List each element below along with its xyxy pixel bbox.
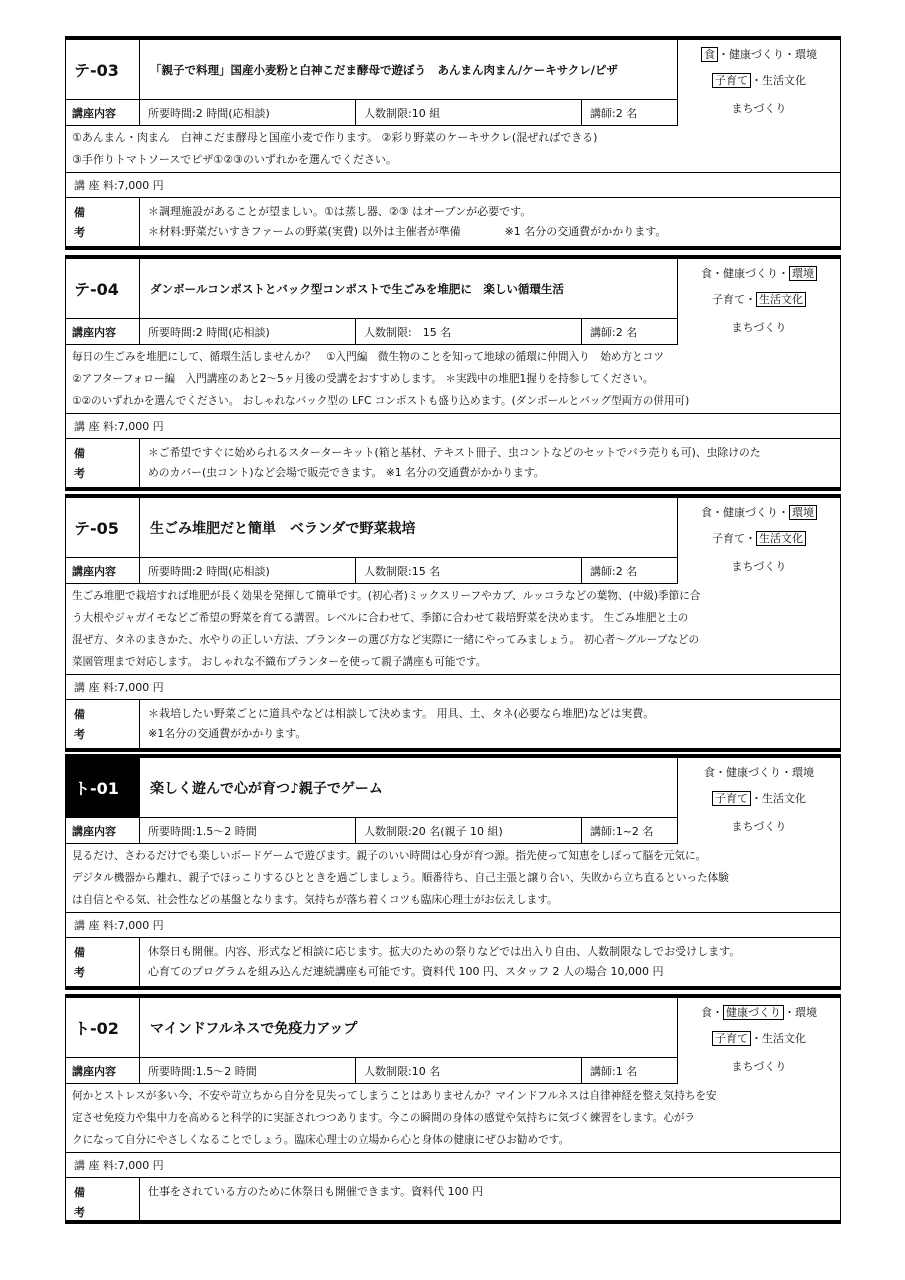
course-time: 所要時間:2 時間(応相談) bbox=[140, 558, 356, 583]
category-box bbox=[678, 40, 840, 126]
desc-line: は自信とやる気、社会性などの基盤となります。気持ちが落ち着くコツも臨床心理士がお伝えします。 bbox=[72, 894, 558, 906]
content-label: 講座内容 bbox=[66, 1058, 140, 1083]
category-culture: 生活文化 bbox=[756, 531, 806, 546]
category-culture: 生活文化 bbox=[756, 292, 806, 307]
course-notes bbox=[66, 700, 840, 748]
content-label: 講座内容 bbox=[66, 558, 140, 583]
category-childcare: 子育て bbox=[712, 73, 751, 88]
category-culture: 生活文化 bbox=[762, 792, 806, 805]
course-code: ト-01 bbox=[66, 758, 140, 817]
course-te-03 bbox=[65, 36, 841, 250]
note-label: 備 考 bbox=[66, 1178, 140, 1220]
course-limit: 人数制限: 15 名 bbox=[356, 319, 582, 344]
category-environment: 環境 bbox=[795, 1006, 817, 1019]
category-childcare: 子育て bbox=[712, 532, 745, 545]
category-box bbox=[678, 758, 840, 844]
desc-line: デジタル機器から離れ、親子でほっこりするひとときを過ごしましょう。順番待ち、自己主張と譲り合い、失敗から立ち直るといった体験 bbox=[72, 872, 729, 884]
category-town: まちづくり bbox=[731, 820, 787, 833]
category-separator: ・ bbox=[745, 293, 756, 306]
category-food: 食 bbox=[704, 766, 715, 779]
course-fee: 講 座 料:7,000 円 bbox=[66, 414, 840, 439]
course-to-01 bbox=[65, 754, 841, 990]
course-lecturer: 講師:1 名 bbox=[582, 1058, 678, 1083]
course-code: テ-05 bbox=[66, 498, 140, 557]
desc-line: 菜園管理まで対応します。 おしゃれな不織布プランターを使って親子講座も可能です。 bbox=[72, 656, 487, 668]
course-time: 所要時間:1.5～2 時間 bbox=[140, 1058, 356, 1083]
desc-line: 定させ免疫力や集中力を高めると科学的に実証されつつあります。今この瞬間の身体の感覚や気持ちに気づく練習をします。心がラ bbox=[72, 1112, 696, 1124]
category-box: 食・ 健康づくり ・環境 子育て ・生活文化 まちづくり bbox=[678, 998, 840, 1084]
course-lecturer: 講師:1~2 名 bbox=[582, 818, 678, 843]
note-line: めのカバー(虫コント)など会場で販売できます。 ※1 名分の交通費がかかります。 bbox=[148, 466, 545, 479]
content-label: 講座内容 bbox=[66, 818, 140, 843]
category-health: 健康づくり bbox=[723, 1005, 784, 1020]
course-fee: 講 座 料:7,000 円 bbox=[66, 173, 840, 198]
note-label: 備 考 bbox=[66, 938, 140, 986]
desc-line: 見るだけ、さわるだけでも楽しいボードゲームで遊びます。親子のいい時間は心身が育つ源。指先使って知恵をしぼって脳を元気に。 bbox=[72, 850, 707, 862]
course-code: テ-03 bbox=[66, 40, 140, 99]
note-line: ＊栽培したい野菜ごとに道具やなどは相談して決めます。 用具、土、タネ(必要なら堆肥)などは実費。 bbox=[148, 707, 655, 720]
course-description bbox=[66, 1084, 840, 1153]
course-fee: 講 座 料:7,000 円 bbox=[66, 675, 840, 700]
course-time: 所要時間:1.5～2 時間 bbox=[140, 818, 356, 843]
note-line: ＊調理施設があることが望ましい。①は蒸し器、②③ はオーブンが必要です。 bbox=[148, 205, 532, 218]
category-food: 食 bbox=[701, 1006, 712, 1019]
category-town: まちづくり bbox=[731, 560, 787, 573]
category-environment: 環境 bbox=[789, 266, 817, 281]
course-fee: 講 座 料:7,000 円 bbox=[66, 1153, 840, 1178]
desc-line: 生ごみ堆肥で栽培すれば堆肥が長く効果を発揮して簡単です。(初心者)ミックスリーフやカブ、ルッコラなどの葉物、(中級)季節に合 bbox=[72, 590, 701, 602]
course-title: マインドフルネスで免疫力アップ bbox=[140, 998, 678, 1057]
category-food: 食 bbox=[701, 506, 712, 519]
course-description bbox=[66, 844, 840, 913]
category-box bbox=[678, 498, 840, 584]
desc-line: ②アフターフォロー編 入門講座のあと2～5ヶ月後の受講をおすすめします。 ＊実践中の堆肥1握りを持参してください。 bbox=[72, 373, 654, 385]
course-code: ト-02 bbox=[66, 998, 140, 1057]
course-time: 所要時間:2 時間(応相談) bbox=[140, 100, 356, 125]
course-notes bbox=[66, 198, 840, 246]
course-fee: 講 座 料:7,000 円 bbox=[66, 913, 840, 938]
note-line: ＊ご希望ですぐに始められるスターターキット(箱と基材、テキスト冊子、虫コントなどのセットでバラ売りも可)、虫除けのた bbox=[148, 446, 761, 459]
category-childcare: 子育て bbox=[712, 791, 751, 806]
category-box bbox=[678, 259, 840, 345]
course-lecturer: 講師:2 名 bbox=[582, 100, 678, 125]
category-health: ・健康づくり・ bbox=[712, 506, 789, 519]
category-environment: 環境 bbox=[792, 766, 814, 779]
course-lecturer: 講師:2 名 bbox=[582, 558, 678, 583]
desc-line: う大根やジャガイモなどご希望の野菜を育てる講習。レベルに合わせて、季節に合わせて栽培野菜を決めます。 生ごみ堆肥と土の bbox=[72, 612, 689, 624]
course-description bbox=[66, 584, 840, 675]
category-childcare: 子育て bbox=[712, 1031, 751, 1046]
desc-line: クになって自分にやさしくなることでしょう。臨床心理士の立場から心と身体の健康にぜひお勧めです。 bbox=[72, 1134, 570, 1146]
category-food: 食 bbox=[701, 267, 712, 280]
desc-line: 何かとストレスが多い今、不安や苛立ちから自分を見失ってしまうことはありませんか？マインドフルネスは自律神経を整え気持ちを安 bbox=[72, 1090, 717, 1102]
category-health: ・健康づくり・ bbox=[712, 267, 789, 280]
course-description bbox=[66, 345, 840, 414]
note-line: ＊材料:野菜だいすきファームの野菜(実費) 以外は主催者が準備 ※1 名分の交通費がかかります。 bbox=[148, 225, 667, 238]
note-label: 備 考 bbox=[66, 439, 140, 487]
category-separator: ・ bbox=[751, 792, 762, 805]
course-te-05 bbox=[65, 494, 841, 752]
course-to-02 bbox=[65, 994, 841, 1224]
desc-line: 毎日の生ごみを堆肥にして、循環生活しませんか？ ①入門編 微生物のことを知って地球の循環に仲間入り 始め方とコツ bbox=[72, 351, 664, 363]
desc-line: ③手作りトマトソースでピザ①②③のいずれかを選んでください。 bbox=[72, 153, 397, 166]
category-environment: 環境 bbox=[789, 505, 817, 520]
course-limit: 人数制限:20 名(親子 10 組) bbox=[356, 818, 582, 843]
category-environment: 環境 bbox=[795, 48, 817, 61]
course-code: テ-04 bbox=[66, 259, 140, 318]
category-health: ・健康づくり・ bbox=[718, 48, 795, 61]
note-line: ※1名分の交通費がかかります。 bbox=[148, 727, 307, 740]
note-line: 心育てのプログラムを組み込んだ連続講座も可能です。資料代 100 円、スタッフ 2 人の場合 10,000 円 bbox=[148, 965, 664, 978]
course-title: 「親子で料理」国産小麦粉と白神こだま酵母で遊ぼう あんまん肉まん/ケーキサクレ/ピザ bbox=[140, 40, 678, 99]
note-label: 備 考 bbox=[66, 700, 140, 748]
course-limit: 人数制限:15 名 bbox=[356, 558, 582, 583]
course-description bbox=[66, 126, 840, 173]
category-childcare: 子育て bbox=[712, 293, 745, 306]
course-time: 所要時間:2 時間(応相談) bbox=[140, 319, 356, 344]
desc-line: 混ぜ方、タネのまきかた、水やりの正しい方法、プランターの選び方など実際に一緒にやってみましょう。 初心者～グループなどの bbox=[72, 634, 700, 646]
desc-line: ①②のいずれかを選んでください。 おしゃれなバック型の LFC コンポストも盛り込めます。(ダンボールとバッグ型両方の併用可) bbox=[72, 395, 690, 407]
category-separator: ・ bbox=[751, 74, 762, 87]
category-food: 食 bbox=[701, 47, 718, 62]
note-line: 仕事をされている方のために休祭日も開催できます。資料代 100 円 bbox=[148, 1185, 484, 1198]
note-label: 備 考 bbox=[66, 198, 140, 246]
desc-line: ①あんまん・肉まん 白神こだま酵母と国産小麦で作ります。 ②彩り野菜のケーキサクレ(混ぜればできる) bbox=[72, 131, 598, 144]
course-title: ダンボールコンポストとバック型コンポストで生ごみを堆肥に 楽しい循環生活 bbox=[140, 259, 678, 318]
category-separator: ・ bbox=[751, 1032, 762, 1045]
course-title: 楽しく遊んで心が育つ♪親子でゲーム bbox=[140, 758, 678, 817]
course-te-04 bbox=[65, 255, 841, 491]
category-culture: 生活文化 bbox=[762, 1032, 806, 1045]
note-line: 休祭日も開催。内容、形式など相談に応じます。拡大のための祭りなどでは出入り自由、人数制限なしでお受けします。 bbox=[148, 945, 741, 958]
course-notes bbox=[66, 1178, 840, 1220]
course-limit: 人数制限:10 組 bbox=[356, 100, 582, 125]
category-separator: ・ bbox=[745, 532, 756, 545]
course-limit: 人数制限:10 名 bbox=[356, 1058, 582, 1083]
category-culture: 生活文化 bbox=[762, 74, 806, 87]
content-label: 講座内容 bbox=[66, 100, 140, 125]
course-notes bbox=[66, 439, 840, 487]
category-town: まちづくり bbox=[731, 102, 787, 115]
course-title: 生ごみ堆肥だと簡単 ベランダで野菜栽培 bbox=[140, 498, 678, 557]
category-town: まちづくり bbox=[731, 1060, 787, 1073]
category-health: ・健康づくり・ bbox=[715, 766, 792, 779]
content-label: 講座内容 bbox=[66, 319, 140, 344]
course-lecturer: 講師:2 名 bbox=[582, 319, 678, 344]
category-town: まちづくり bbox=[731, 321, 787, 334]
course-notes bbox=[66, 938, 840, 986]
